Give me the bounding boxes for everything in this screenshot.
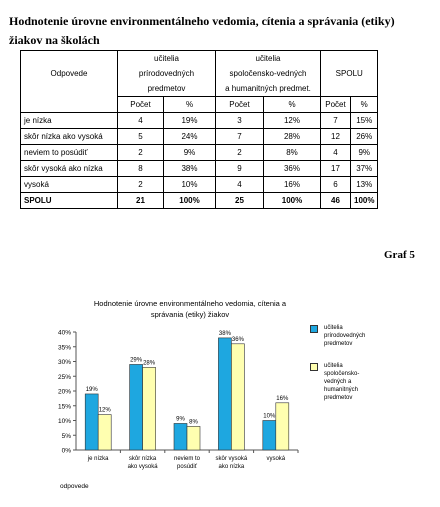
percent-cell: 9% xyxy=(351,145,378,161)
legend-label-line: učitelia xyxy=(324,363,343,369)
percent-header: % xyxy=(351,97,378,113)
y-tick-label: 5% xyxy=(61,432,71,440)
y-tick-label: 20% xyxy=(57,388,71,396)
count-cell: 6 xyxy=(321,177,351,193)
data-label: 38% xyxy=(218,330,231,337)
legend-label-line: vedných a xyxy=(324,379,352,385)
total-percent-cell: 100% xyxy=(264,193,321,209)
percent-cell: 12% xyxy=(264,113,321,129)
count-cell: 4 xyxy=(118,113,164,129)
percent-cell: 28% xyxy=(264,129,321,145)
percent-cell: 15% xyxy=(351,113,378,129)
count-header: Počet xyxy=(321,97,351,113)
count-cell: 7 xyxy=(216,129,264,145)
row-label: je nízka xyxy=(21,113,118,129)
table-row xyxy=(21,113,378,129)
row-label: skôr nízka ako vysoká xyxy=(21,129,118,145)
data-label: 8% xyxy=(189,419,198,426)
legend-swatch xyxy=(310,325,318,333)
count-header: Počet xyxy=(216,97,264,113)
x-tick-label: neviem to xyxy=(173,456,201,462)
table-total-row xyxy=(21,193,378,209)
legend-label-line: predmetov xyxy=(324,341,353,347)
percent-cell: 26% xyxy=(351,129,378,145)
group2-header: spoločensko-vedných xyxy=(216,66,321,81)
chart-title-line1: Hodnotenie úrovne environmentálneho vedomia, cítenia a xyxy=(93,299,287,308)
table-row xyxy=(21,177,378,193)
legend-label-line: spoločensko- xyxy=(324,371,360,377)
percent-cell: 16% xyxy=(264,177,321,193)
bar-series2 xyxy=(143,367,156,450)
table-header-row xyxy=(21,51,378,67)
data-label: 9% xyxy=(176,416,185,423)
bar-series2 xyxy=(231,344,244,450)
percent-cell: 8% xyxy=(264,145,321,161)
row-label: vysoká xyxy=(21,177,118,193)
total-label: SPOLU xyxy=(21,193,118,209)
chart-title xyxy=(83,298,297,320)
bar-series1 xyxy=(85,394,98,450)
legend-label-line: učitelia xyxy=(324,325,343,331)
y-tick-label: 0% xyxy=(61,447,71,455)
y-tick-label: 40% xyxy=(57,329,71,337)
percent-cell: 19% xyxy=(164,113,216,129)
count-cell: 17 xyxy=(321,161,351,177)
table-header-row xyxy=(21,81,378,97)
row-label: neviem to posúdiť xyxy=(21,145,118,161)
bar-series1 xyxy=(263,421,276,451)
y-tick-label: 35% xyxy=(57,344,71,352)
row-label: skôr vysoká ako nízka xyxy=(21,161,118,177)
table-row xyxy=(21,145,378,161)
y-tick-label: 15% xyxy=(57,403,71,411)
count-header: Počet xyxy=(118,97,164,113)
percent-cell: 37% xyxy=(351,161,378,177)
total-count-cell: 21 xyxy=(118,193,164,209)
count-cell: 2 xyxy=(118,145,164,161)
x-tick-label: posúdiť xyxy=(177,464,197,470)
x-tick-label: skôr nízka xyxy=(128,456,157,462)
legend-item-series2 xyxy=(310,362,410,402)
data-label: 12% xyxy=(98,407,111,414)
group2-header: a humanitných predmet. xyxy=(216,81,321,97)
percent-header: % xyxy=(264,97,321,113)
y-tick-label: 30% xyxy=(57,359,71,366)
data-label: 10% xyxy=(263,413,276,420)
count-cell: 5 xyxy=(118,129,164,145)
table-row xyxy=(21,129,378,145)
table-subheader-row xyxy=(21,97,378,113)
bar-series1 xyxy=(218,338,231,450)
x-tick-label: skôr vysoká xyxy=(215,456,248,462)
legend-item-series1 xyxy=(310,324,410,348)
chart-title-line2: správania (etiky) žiakov xyxy=(150,310,230,319)
data-label: 29% xyxy=(130,357,143,364)
percent-cell: 24% xyxy=(164,129,216,145)
legend-label-line: prírodovedných xyxy=(324,333,366,339)
bar-series2 xyxy=(187,426,200,450)
bar-series2 xyxy=(98,415,111,450)
graph-number-label: Graf 5 xyxy=(384,249,415,261)
count-cell: 3 xyxy=(216,113,264,129)
document-title-line1: Hodnotenie úrovne environmentálneho vedomia, cítenia a správania (etiky) xyxy=(9,14,395,28)
total-count-cell: 25 xyxy=(216,193,264,209)
data-label: 16% xyxy=(276,395,289,402)
total-count-cell: 46 xyxy=(321,193,351,209)
table-row xyxy=(21,161,378,177)
legend-label-line: humanitných xyxy=(324,387,359,393)
group3-header: SPOLU xyxy=(321,66,378,81)
bar-chart xyxy=(46,290,422,499)
y-tick-label: 10% xyxy=(57,418,71,425)
total-percent-cell: 100% xyxy=(351,193,378,209)
data-label: 28% xyxy=(143,360,156,367)
percent-cell: 38% xyxy=(164,161,216,177)
total-percent-cell: 100% xyxy=(164,193,216,209)
bar-series1 xyxy=(174,423,187,450)
chart-legend xyxy=(310,324,410,412)
group1-header: prírodovedných xyxy=(118,66,216,81)
document-title-line2: žiakov na školách xyxy=(9,33,100,47)
group2-header: učitelia xyxy=(216,51,321,67)
table-header-row xyxy=(21,66,378,81)
count-cell: 7 xyxy=(321,113,351,129)
bar-series2 xyxy=(276,403,289,450)
data-label: 19% xyxy=(85,386,98,393)
results-table xyxy=(20,50,378,209)
count-cell: 4 xyxy=(321,145,351,161)
percent-cell: 13% xyxy=(351,177,378,193)
count-cell: 2 xyxy=(216,145,264,161)
count-cell: 4 xyxy=(216,177,264,193)
group1-header: učitelia xyxy=(118,51,216,67)
count-cell: 12 xyxy=(321,129,351,145)
x-tick-label: ako vysoká xyxy=(127,464,158,470)
y-tick-label: 25% xyxy=(57,373,71,381)
percent-cell: 36% xyxy=(264,161,321,177)
count-cell: 8 xyxy=(118,161,164,177)
x-tick-label: vysoká xyxy=(266,456,286,462)
document-title xyxy=(9,12,429,50)
percent-cell: 10% xyxy=(164,177,216,193)
count-cell: 9 xyxy=(216,161,264,177)
x-axis-label: odpovede xyxy=(60,483,89,490)
data-label: 36% xyxy=(231,336,244,343)
count-cell: 2 xyxy=(118,177,164,193)
legend-swatch xyxy=(310,363,318,371)
legend-label-line: predmetov xyxy=(324,395,353,401)
row-header: Odpovede xyxy=(21,66,118,81)
percent-cell: 9% xyxy=(164,145,216,161)
group1-header: predmetov xyxy=(118,81,216,97)
percent-header: % xyxy=(164,97,216,113)
x-tick-label: ako nízka xyxy=(218,464,245,470)
bar-series1 xyxy=(130,364,143,450)
x-tick-label: je nízka xyxy=(87,456,109,462)
